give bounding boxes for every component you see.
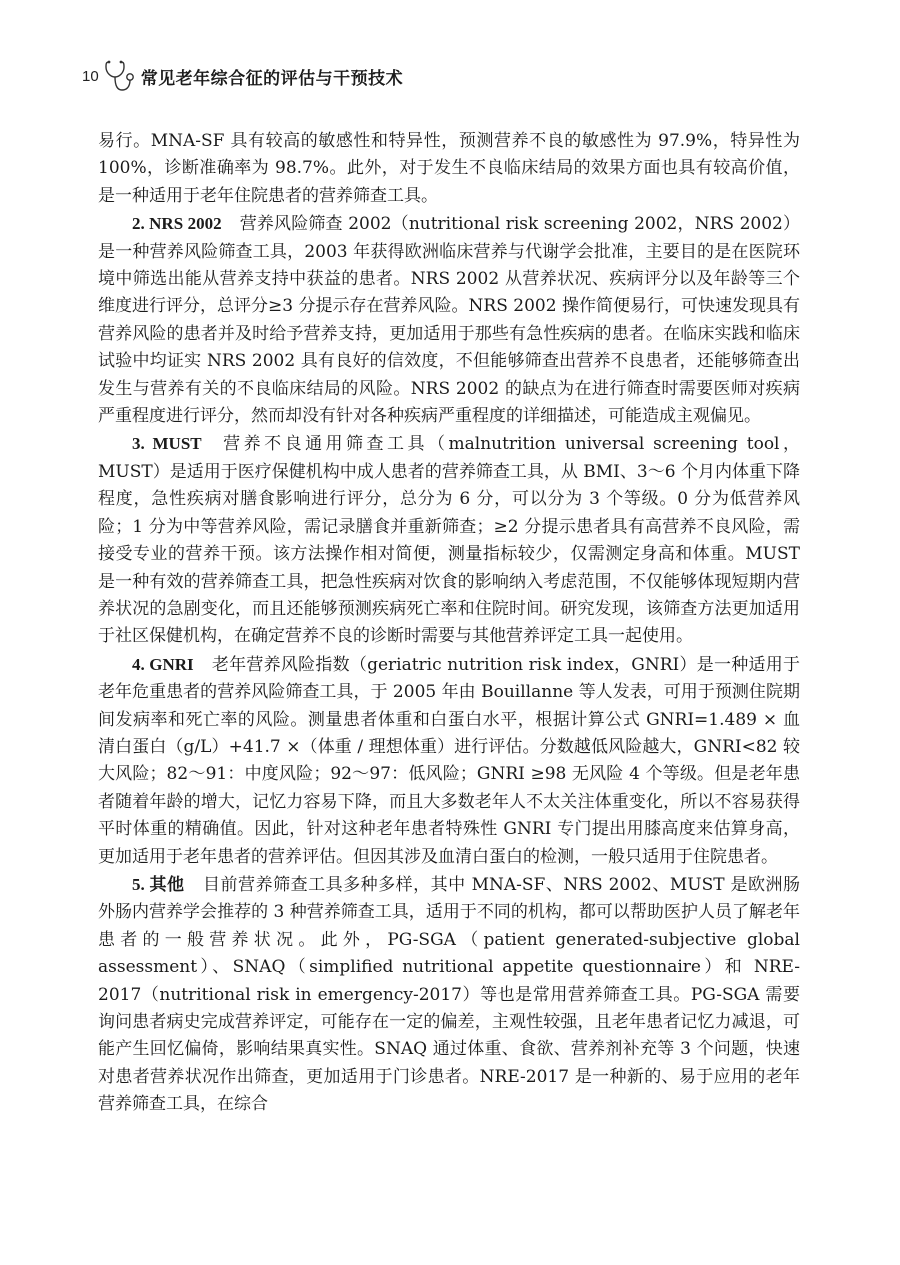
running-title: 常见老年综合征的评估与干预技术 — [140, 68, 404, 89]
stethoscope-icon — [103, 58, 137, 94]
page-header — [82, 58, 403, 94]
paragraph-gnri — [98, 651, 800, 871]
section-heading-gnri: 4. GNRI — [132, 654, 194, 674]
section-text-others: 目前营养筛查工具多种多样，其中 MNA-SF、NRS 2002、MUST 是欧洲肠外肠内营养学会推荐的 3 种营养筛查工具，适用于不同的机构，都可以帮助医护人员了解老年患者的一般营养状况。此外，PG-SGA（patient generated-subjective global assessment）、SNAQ（simplified nutritional appetite questionnaire）和 NRE-2017（nutritional risk in emergency-2017）等也是常用营养筛查工具。PG-SGA 需要询问患者病史完成营养评定，可能存在一定的偏差，主观性较强，且老年患者记忆力减退，可能产生回忆偏倚，影响结果真实性。SNAQ 通过体重、食欲、营养剂补充等 3 个问题，快速对患者营养状况作出筛查，更加适用于门诊患者。NRE-2017 是一种新的、易于应用的老年营养筛查工具，在综合 — [98, 874, 800, 1115]
paragraph-nrs-2002 — [98, 210, 800, 430]
body-text — [98, 128, 800, 1119]
section-heading-others: 5. 其他 — [132, 874, 185, 894]
section-text-nrs-2002: 营养风险筛查 2002（nutritional risk screening 2002，NRS 2002）是一种营养风险筛查工具，2003 年获得欧洲临床营养与代谢学会批准，主要目的是在医院环境中筛选出能从营养支持中获益的患者。NRS 2002 从营养状况、疾病评分以及年龄等三个维度进行评分，总评分≥3 分提示存在营养风险。NRS 2002 操作简便易行，可快速发现具有营养风险的患者并及时给予营养支持，更加适用于那些有急性疾病的患者。在临床实践和临床试验中均证实 NRS 2002 具有良好的信效度，不但能够筛查出营养不良患者，还能够筛查出发生与营养有关的不良临床结局的风险。NRS 2002 的缺点为在进行筛查时需要医师对疾病严重程度进行评分，然而却没有针对各种疾病严重程度的详细描述，可能造成主观偏见。 — [98, 214, 800, 427]
section-heading-nrs-2002: 2. NRS 2002 — [132, 214, 222, 234]
paragraph-must — [98, 430, 800, 650]
section-text-gnri: 老年营养风险指数（geriatric nutrition risk index，GNRI）是一种适用于老年危重患者的营养风险筛查工具，于 2005 年由 Bouillanne 等人发表，可用于预测住院期间发病率和死亡率的风险。测量患者体重和白蛋白水平，根据计算公式 GNRI=1.489 × 血清白蛋白（g/L）+41.7 ×（体重 / 理想体重）进行评估。分数越低风险越大，GNRI<82 较大风险；82～91：中度风险；92～97：低风险；GNRI ≥98 无风险 4 个等级。但是老年患者随着年龄的增大，记忆力容易下降，而且大多数老年人不太关注体重变化，所以不容易获得平时体重的精确值。因此，针对这种老年患者特殊性 GNRI 专门提出用膝高度来估算身高，更加适用于老年患者的营养评估。但因其涉及血清白蛋白的检测，一般只适用于住院患者。 — [98, 654, 800, 867]
section-text-must: 营养不良通用筛查工具（malnutrition universal screening tool，MUST）是适用于医疗保健机构中成人患者的营养筛查工具，从 BMI、3～6 个月内体重下降程度，急性疾病对膳食影响进行评分，总分为 6 分，可以分为 3 个等级。0 分为低营养风险；1 分为中等营养风险，需记录膳食并重新筛查；≥2 分提示患者具有高营养不良风险，需接受专业的营养干预。该方法操作相对简便，测量指标较少，仅需测定身高和体重。MUST 是一种有效的营养筛查工具，把急性疾病对饮食的影响纳入考虑范围，不仅能够体现短期内营养状况的急剧变化，而且还能够预测疾病死亡率和住院时间。研究发现，该筛查方法更加适用于社区保健机构，在确定营养不良的诊断时需要与其他营养评定工具一起使用。 — [98, 434, 800, 647]
paragraph-others — [98, 871, 800, 1119]
page-number: 10 — [82, 67, 99, 85]
paragraph-mna-sf-continued: 易行。MNA-SF 具有较高的敏感性和特异性，预测营养不良的敏感性为 97.9%，特异性为 100%，诊断准确率为 98.7%。此外，对于发生不良临床结局的效果方面也具有较高价值，是一种适用于老年住院患者的营养筛查工具。 — [98, 131, 800, 206]
section-heading-must: 3. MUST — [132, 434, 202, 454]
